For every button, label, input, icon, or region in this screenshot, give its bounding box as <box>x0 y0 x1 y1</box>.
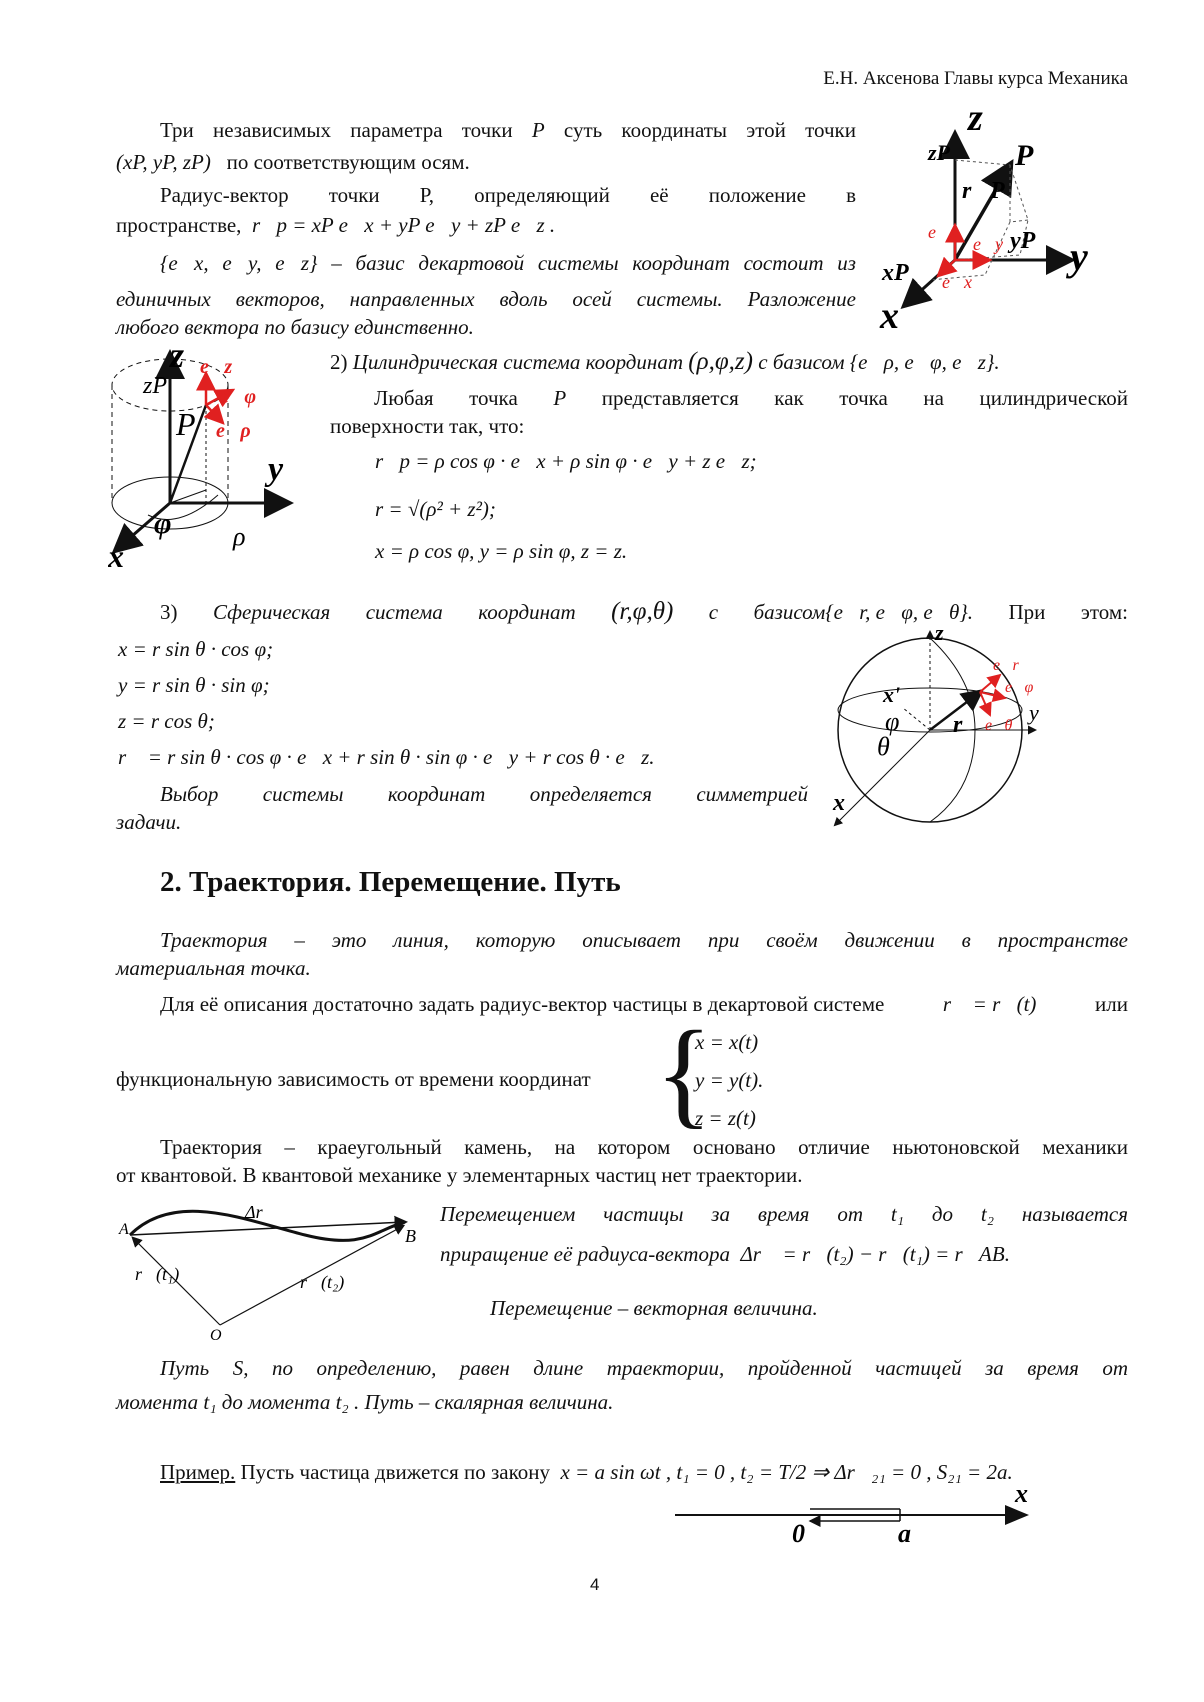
sph-formula-2: y = r sin θ · sin φ; <box>118 673 270 697</box>
cyl-basis: {e⃗ρ, e⃗φ, e⃗z}. <box>849 350 1000 374</box>
sec1-line4 <box>116 211 856 240</box>
sph-title-w3: координат <box>478 600 576 624</box>
sec2-disp2: приращение её радиуса-вектора <box>440 1242 730 1266</box>
fig3-etheta-label: e⃗θ <box>985 717 1013 734</box>
fig4-rt1-label: r⃗(t₁) <box>135 1264 180 1284</box>
sec2-p3-line1 <box>116 1133 1128 1162</box>
fig3-phi-label: φ <box>885 707 900 736</box>
sph-p1a: Выбор системы координат определяется симметрией <box>160 782 808 806</box>
sec1-line7 <box>116 313 856 342</box>
example-formula: x = a sin ωt , t₁ = 0 , t₂ = T/2 ⇒ Δr⃗₂₁ = 0 , S₂₁ = 2a. <box>560 1460 1013 1484</box>
fig3-z-label: z <box>935 620 944 645</box>
page-number: 4 <box>590 1575 600 1594</box>
sec1-p1-P: P <box>531 118 545 142</box>
sph-formula-1: x = r sin θ · cos φ; <box>118 637 274 661</box>
system-eq-2: y = y(t). <box>695 1068 764 1092</box>
sec1-radius-formula: r⃗p = xP e⃗x + yP e⃗y + zP e⃗z . <box>251 213 556 237</box>
displacement-figure <box>115 1200 425 1340</box>
fig4-dr-label: Δr⃗ <box>245 1202 277 1222</box>
fig3-er-label: e⃗r <box>993 657 1019 674</box>
sph-formula-3: z = r cos θ; <box>118 709 215 733</box>
fig3-y-label: y <box>1029 700 1039 725</box>
cartesian-figure <box>870 110 1110 340</box>
system-eq-3: z = z(t) <box>695 1106 756 1130</box>
sec1-p1b: суть координаты этой точки <box>563 118 856 142</box>
sec2-p3b: от квантовой. В квантовой механике у элементарных частиц нет траектории. <box>116 1163 803 1187</box>
sec2-path2: момента t₁ до момента t₂ . Путь – скалярная величина. <box>116 1390 614 1414</box>
sec1-line5 <box>116 249 856 278</box>
sec1-line1 <box>116 116 856 145</box>
fig2-zP-label: zP <box>143 373 167 399</box>
fig5-x-label: x <box>1015 1480 1028 1508</box>
cyl-p1b: представляется как точка на цилиндрической <box>601 386 1128 410</box>
sph-line-p1 <box>116 780 808 809</box>
sec2-path-line1 <box>116 1354 1128 1383</box>
sph-title-w1: Сферическая <box>212 600 331 624</box>
sec2-def-line1 <box>116 926 1128 955</box>
sec1-basis: {e⃗x, e⃗y, e⃗z} <box>160 251 318 275</box>
fig3-ephi-label: e⃗φ <box>1005 679 1034 696</box>
fig5-O-label: 0 <box>792 1519 805 1548</box>
fig4-O-label: O <box>210 1327 222 1340</box>
fig1-yP-label: yP <box>1010 228 1036 254</box>
fig1-ey-label: e⃗y <box>973 234 1003 254</box>
sec2-def2: материальная точка. <box>116 956 311 980</box>
sec2-path1: Путь S, по определению, равен длине траектории, пройденной частицей за время от <box>160 1356 1128 1380</box>
cylindrical-figure <box>108 345 323 575</box>
fig1-x-label: x <box>880 295 899 337</box>
sec1-p1a: Три независимых параметра точки <box>160 118 513 142</box>
example-text: Пусть частица движется по закону <box>240 1460 550 1484</box>
sec1-line2 <box>116 148 856 177</box>
sph-p1b: задачи. <box>116 810 182 834</box>
fig1-ex-label: e⃗x <box>942 272 972 292</box>
cyl-p1a: Любая точка <box>374 386 518 410</box>
fig3-x-label: x <box>833 790 845 816</box>
sec1-line6 <box>116 285 856 314</box>
fig2-z-label: z <box>170 345 185 375</box>
sec1-p2b: пространстве, <box>116 213 242 237</box>
sph-formula-4: r⃗ = r sin θ · cos φ · e⃗x + r sin θ · sin φ · e⃗y + r cos θ · e⃗z. <box>118 745 655 769</box>
fig2-ephi-label: e⃗φ <box>220 386 257 408</box>
fig3-xprime-label: x' <box>883 682 901 707</box>
fig2-x-label: x <box>108 538 124 574</box>
cyl-title <box>330 347 1130 377</box>
cyl-p1-P: P <box>553 386 567 410</box>
fig1-rP-label: r⃗P <box>962 178 1005 204</box>
cyl-formula-1: r⃗p = ρ cos φ · e⃗x + ρ sin φ · e⃗y + z e⃗z; <box>375 449 757 473</box>
cyl-title-num: 2) <box>330 350 348 374</box>
system-eq-1: x = x(t) <box>695 1030 759 1054</box>
fig1-ez-label: e⃗z <box>928 222 957 242</box>
system-brace: { <box>655 1006 713 1139</box>
fig5-a-label: a <box>898 1519 911 1548</box>
sec2-p1-formula: r⃗ = r⃗(t) <box>942 992 1037 1016</box>
cyl-formula-2: r = √(ρ² + z²); <box>375 497 496 521</box>
sph-basis: {e⃗r, e⃗φ, e⃗θ}. <box>825 600 974 624</box>
fig2-P-label: P <box>176 406 196 442</box>
sec1-p3a: – базис декартовой системы координат состоит из <box>331 251 857 275</box>
sec1-p1c: по соответствующим осям. <box>226 150 470 174</box>
fig2-erho-label: e⃗ρ <box>216 420 251 442</box>
fig4-A-label: A <box>119 1221 129 1238</box>
fig3-r-label: r⃗ <box>953 712 982 738</box>
fig2-y-label: y <box>268 451 284 488</box>
fig2-rho-label: ρ <box>233 522 246 551</box>
fig1-P-label: P <box>1015 139 1034 172</box>
sph-coords: (r,φ,θ) <box>611 598 674 625</box>
page-header: Е.Н. Аксенова Главы курса Механика <box>823 68 1128 89</box>
cyl-title-basis-word: с базисом <box>758 350 845 374</box>
sec2-disp1: Перемещением частицы за время от t₁ до t₂ называется <box>440 1202 1128 1226</box>
fig4-rt2-label: r⃗(t₂) <box>300 1272 345 1292</box>
sec1-p3c: любого вектора по базису единственно. <box>116 315 474 339</box>
sec2-p1-line <box>116 990 1128 1019</box>
sph-title-w2: система <box>365 600 443 624</box>
sph-title-w6: При <box>1008 600 1046 624</box>
sec2-p2: функциональную зависимость от времени координат <box>116 1067 591 1091</box>
sph-title-w5: базисом <box>753 600 826 624</box>
fig1-zP-label: zP <box>928 140 950 165</box>
spherical-figure <box>825 620 1065 840</box>
fig3-theta-label: θ <box>877 732 890 761</box>
cyl-title-text: Цилиндрическая система координат <box>352 350 684 374</box>
sec2-def1: Траектория – это линия, которую описывает при своём движении в пространстве <box>160 928 1128 952</box>
sec2-disp2-line <box>440 1240 1128 1269</box>
sec2-p1a: Для её описания достаточно задать радиус-вектор частицы в декартовой системе <box>160 992 885 1016</box>
cyl-line2 <box>330 384 1128 413</box>
fig1-y-label: y <box>1070 234 1088 279</box>
sph-title-num: 3) <box>160 600 178 624</box>
fig2-phi-label: φ <box>154 507 172 540</box>
sec2-p3a: Траектория – краеугольный камень, на котором основано отличие ньютоновской механики <box>160 1135 1128 1159</box>
example-label: Пример. <box>160 1460 236 1484</box>
fig2-ez-label: e⃗z <box>200 356 233 378</box>
sph-title-w4: с <box>708 600 719 624</box>
sec1-line3 <box>116 181 856 210</box>
fig1-z-label: z <box>968 110 983 139</box>
cyl-p1c: поверхности так, что: <box>330 414 525 438</box>
oscillation-figure <box>670 1480 1050 1560</box>
cyl-coords: (ρ,φ,z) <box>688 348 753 375</box>
cyl-formula-3: x = ρ cos φ, y = ρ sin φ, z = z. <box>375 539 628 563</box>
sph-title-w7: этом: <box>1080 600 1128 624</box>
sec1-p2a: Радиус-вектор точки Р, определяющий её положение в <box>160 183 856 207</box>
fig4-B-label: B <box>405 1226 416 1246</box>
sec2-disp-formula: Δr⃗ = r⃗(t₂) − r⃗(t₁) = r⃗AB. <box>740 1242 1010 1266</box>
sec1-coord: (xP, yP, zP) <box>116 150 211 174</box>
sec1-p3b: единичных векторов, направленных вдоль осей системы. Разложение <box>116 287 856 311</box>
section-heading: 2. Траектория. Перемещение. Путь <box>160 866 621 898</box>
sec2-disp3: Перемещение – векторная величина. <box>490 1296 818 1320</box>
fig1-xP-label: xP <box>882 260 909 286</box>
sec2-p1b: или <box>1095 992 1128 1016</box>
